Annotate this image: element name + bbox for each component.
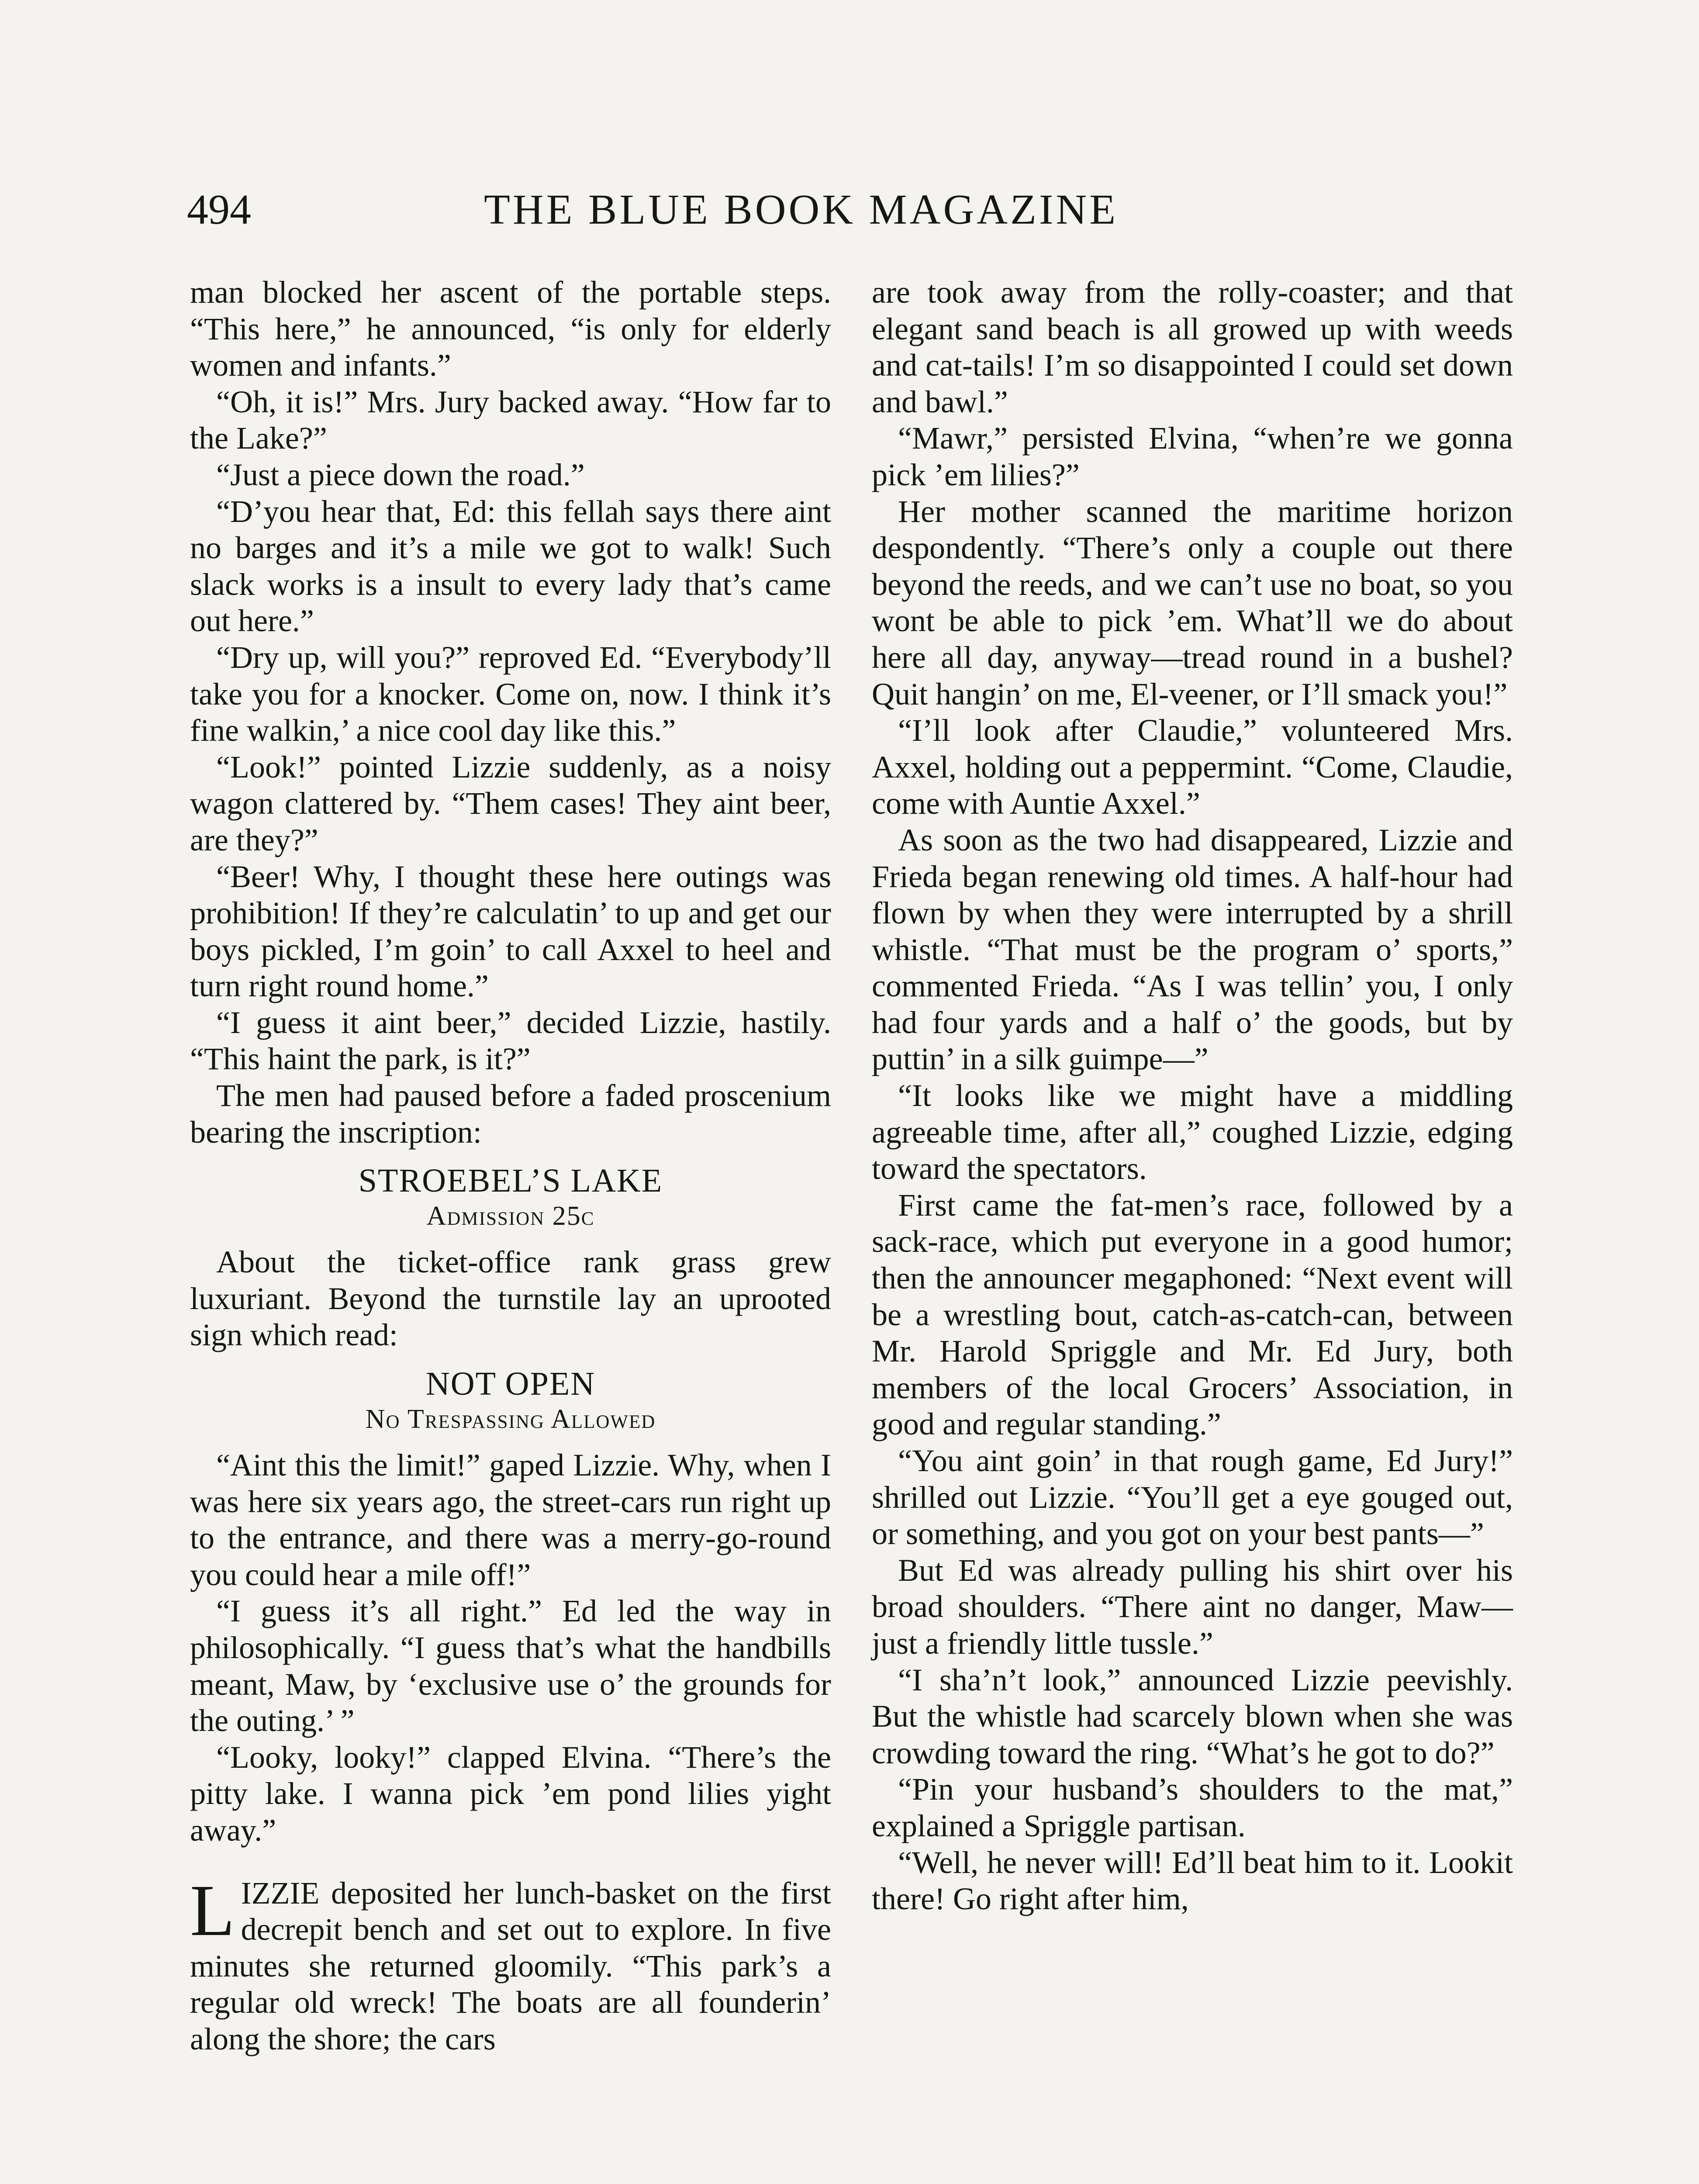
paragraph: “Pin your husband’s shoulders to the mat,” explained a Spriggle partisan. — [872, 1772, 1513, 1843]
paragraph: “Well, he never will! Ed’ll beat him to it. Lookit there! Go right after him, — [872, 1845, 1513, 1917]
paragraph: “I guess it aint beer,” decided Lizzie, hastily. “This haint the park, is it?” — [190, 1005, 831, 1077]
paragraph: “Aint this the limit!” gaped Lizzie. Why, when I was here six years ago, the street-cars run right up to the entrance, and there was a merry-go-round you could hear a mile off!” — [190, 1448, 831, 1592]
paragraph: “It looks like we might have a middling agreeable time, after all,” coughed Lizzie, edging toward the spectators. — [872, 1078, 1513, 1186]
paragraph: “I’ll look after Claudie,” volunteered Mrs. Axxel, holding out a peppermint. “Come, Claudie, come with Auntie Axxel.” — [872, 713, 1513, 821]
paragraph: “D’you hear that, Ed: this fellah says there aint no barges and it’s a mile we got to walk! Such slack works is a insult to every lady that’s came out here.” — [190, 494, 831, 639]
paragraph: are took away from the rolly-coaster; and that elegant sand beach is all growed up with weeds and cat-tails! I’m so disappointed I could set down and bawl.” — [872, 275, 1513, 419]
paragraph: “Look!” pointed Lizzie suddenly, as a noisy wagon clattered by. “Them cases! They aint beer, are they?” — [190, 749, 831, 857]
sign-subtitle: No Trespassing Allowed — [365, 1404, 656, 1434]
section-opening — [190, 1870, 831, 2058]
paragraph: First came the fat-men’s race, followed by a sack-race, which put everyone in a good humor; then the announcer megaphoned: “Next event will be a wrestling bout, catch-as-catch-can, between Mr. Harold Spriggle and Mr. Ed Jury, both members of the local Grocers’ Association, in good and regular standing.” — [872, 1187, 1513, 1442]
paragraph: man blocked her ascent of the portable steps. “This here,” he announced, “is only for elderly women and infants.” — [190, 275, 831, 383]
paragraph: “Looky, looky!” clapped Elvina. “There’s the pitty lake. I wanna pick ’em pond lilies yight away.” — [190, 1739, 831, 1848]
sign-subtitle: Admission 25c — [426, 1201, 595, 1231]
right-column — [872, 274, 1513, 1918]
sign-not-open — [190, 1365, 831, 1436]
paragraph: “Dry up, will you?” reproved Ed. “Everybody’ll take you for a knocker. Come on, now. I think it’s fine walkin,’ a nice cool day like this.” — [190, 639, 831, 748]
paragraph: “Oh, it is!” Mrs. Jury backed away. “How far to the Lake?” — [190, 384, 831, 456]
paragraph: “I sha’n’t look,” announced Lizzie peevishly. But the whistle had scarcely blown when she was crowding toward the ring. “What’s he got to do?” — [872, 1662, 1513, 1770]
sign-stroebels-lake — [190, 1162, 831, 1233]
sign-title: NOT OPEN — [425, 1365, 596, 1403]
paragraph: “You aint goin’ in that rough game, Ed Jury!” shrilled out Lizzie. “You’ll get a eye gouged out, or something, and you got on your best pants—” — [872, 1443, 1513, 1552]
paragraph: But Ed was already pulling his shirt over his broad shoulders. “There aint no danger, Maw—just a friendly little tussle.” — [872, 1552, 1513, 1661]
paragraph: The men had paused before a faded proscenium bearing the inscription: — [190, 1078, 831, 1150]
paragraph: About the ticket-office rank grass grew luxuriant. Beyond the turnstile lay an uprooted sign which read: — [190, 1244, 831, 1353]
paragraph: Her mother scanned the maritime horizon despondently. “There’s only a couple out there beyond the reeds, and we can’t use no boat, so you wont be able to pick ’em. What’ll we do about here all day, anyway—tread round in a bushel? Quit hangin’ on me, El-veener, or I’ll smack you!” — [872, 494, 1513, 712]
paragraph: “Mawr,” persisted Elvina, “when’re we gonna pick ’em lilies?” — [872, 421, 1513, 492]
drop-cap: L — [190, 1870, 235, 1951]
left-column — [190, 274, 831, 2058]
paragraph: “Beer! Why, I thought these here outings was prohibition! If they’re calculatin’ to up and get our boys pickled, I’m goin’ to call Axxel to heel and turn right round home.” — [190, 859, 831, 1004]
page-number: 494 — [187, 186, 251, 233]
page-header — [187, 181, 1508, 238]
paragraph: “I guess it’s all right.” Ed led the way in philosophically. “I guess that’s what the handbills meant, Maw, by ‘exclusive use o’ the grounds for the outing.’ ” — [190, 1593, 831, 1738]
paragraph: IZZIE deposited her lunch-basket on the first decrepit bench and set out to explore. In five minutes she returned gloomily. “This park’s a regular old wreck! The boats are all founderin’ along the shore; the cars — [190, 1875, 831, 2056]
running-head: THE BLUE BOOK MAGAZINE — [484, 186, 1119, 233]
paragraph: As soon as the two had disappeared, Lizzie and Frieda began renewing old times. A half-hour had flown by when they were interrupted by a shrill whistle. “That must be the program o’ sports,” commented Frieda. “As I was tellin’ you, I only had four yards and a half o’ the goods, but by puttin’ in a silk guimpe—” — [872, 822, 1513, 1077]
sign-title: STROEBEL’S LAKE — [358, 1162, 663, 1199]
paragraph: “Just a piece down the road.” — [216, 457, 585, 492]
